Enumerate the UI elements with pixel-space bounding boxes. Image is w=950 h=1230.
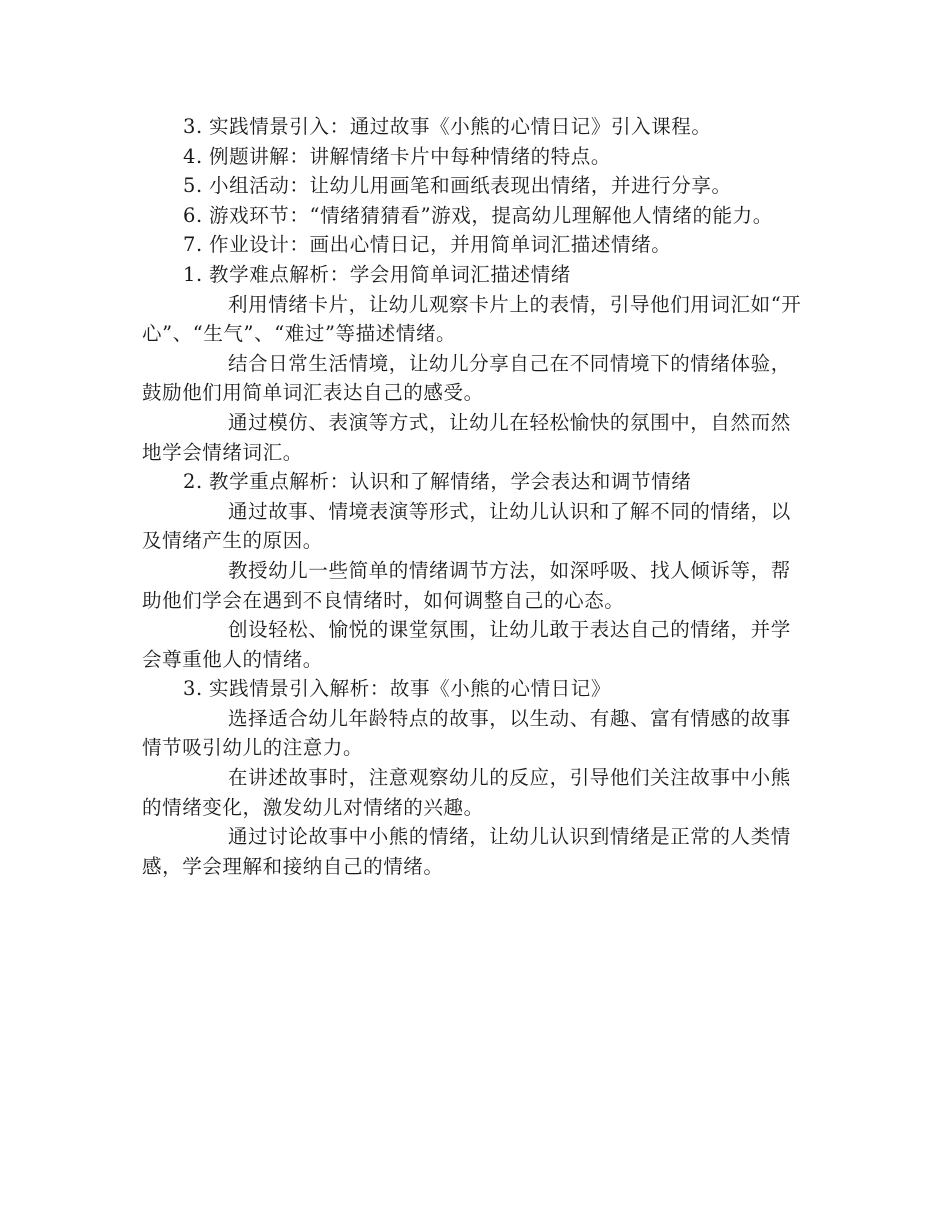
body-paragraph: 利用情绪卡片，让幼儿观察卡片上的表情，引导他们用词汇如“开心”、“生气”、“难过”等描述情绪。 <box>142 292 802 346</box>
body-paragraph: 创设轻松、愉悦的课堂氛围，让幼儿敢于表达自己的情绪，并学会尊重他人的情绪。 <box>142 618 791 671</box>
list-item-number: 6. <box>183 203 203 227</box>
list-item-number: 3. <box>183 115 203 138</box>
list-item-number: 4. <box>183 144 203 168</box>
list-item <box>142 230 806 260</box>
body-paragraph: 教授幼儿一些简单的情绪调节方法，如深呼吸、找人倾诉等，帮助他们学会在遇到不良情绪时，如何调整自己的心态。 <box>142 558 791 612</box>
list-item <box>142 142 806 172</box>
body-paragraph: 通过模仿、表演等方式，让幼儿在轻松愉快的氛围中，自然而然地学会情绪词汇。 <box>142 410 791 464</box>
section-heading-number: 3. <box>183 677 203 701</box>
section-heading-number: 1. <box>183 262 203 286</box>
list-item-text: 游戏环节：“情绪猜猜看”游戏，提高幼儿理解他人情绪的能力。 <box>209 203 773 227</box>
list-item <box>142 201 806 231</box>
list-item-text: 例题讲解：讲解情绪卡片中每种情绪的特点。 <box>209 144 612 168</box>
section-heading-text: 教学重点解析：认识和了解情绪，学会表达和调节情绪 <box>209 470 692 494</box>
document-body <box>142 112 806 881</box>
section-heading <box>142 467 806 497</box>
body-paragraph: 通过讨论故事中小熊的情绪，让幼儿认识到情绪是正常的人类情感，学会理解和接纳自己的情绪。 <box>142 825 791 878</box>
body-paragraph: 通过故事、情境表演等形式，让幼儿认识和了解不同的情绪，以及情绪产生的原因。 <box>142 499 791 553</box>
body-paragraph: 选择适合幼儿年龄特点的故事，以生动、有趣、富有情感的故事情节吸引幼儿的注意力。 <box>142 706 791 760</box>
section-heading-text: 教学难点解析：学会用简单词汇描述情绪 <box>209 262 571 286</box>
list-item-text: 实践情景引入：通过故事《小熊的心情日记》引入课程。 <box>209 115 712 138</box>
list-item-text: 作业设计：画出心情日记，并用简单词汇描述情绪。 <box>209 233 672 257</box>
list-item <box>142 112 806 142</box>
list-item-number: 5. <box>183 174 203 198</box>
section-heading-number: 2. <box>183 470 203 494</box>
list-item-number: 7. <box>183 233 203 257</box>
section-heading <box>142 260 806 290</box>
body-paragraph: 结合日常生活情境，让幼儿分享自己在不同情境下的情绪体验，鼓励他们用简单词汇表达自己的感受。 <box>142 351 791 405</box>
body-paragraph: 在讲述故事时，注意观察幼儿的反应，引导他们关注故事中小熊的情绪变化，激发幼儿对情绪的兴趣。 <box>142 766 791 819</box>
section-heading <box>142 674 806 704</box>
section-heading-text: 实践情景引入解析：故事《小熊的心情日记》 <box>209 677 612 701</box>
list-item <box>142 171 806 201</box>
list-item-text: 小组活动：让幼儿用画笔和画纸表现出情绪，并进行分享。 <box>209 174 732 198</box>
